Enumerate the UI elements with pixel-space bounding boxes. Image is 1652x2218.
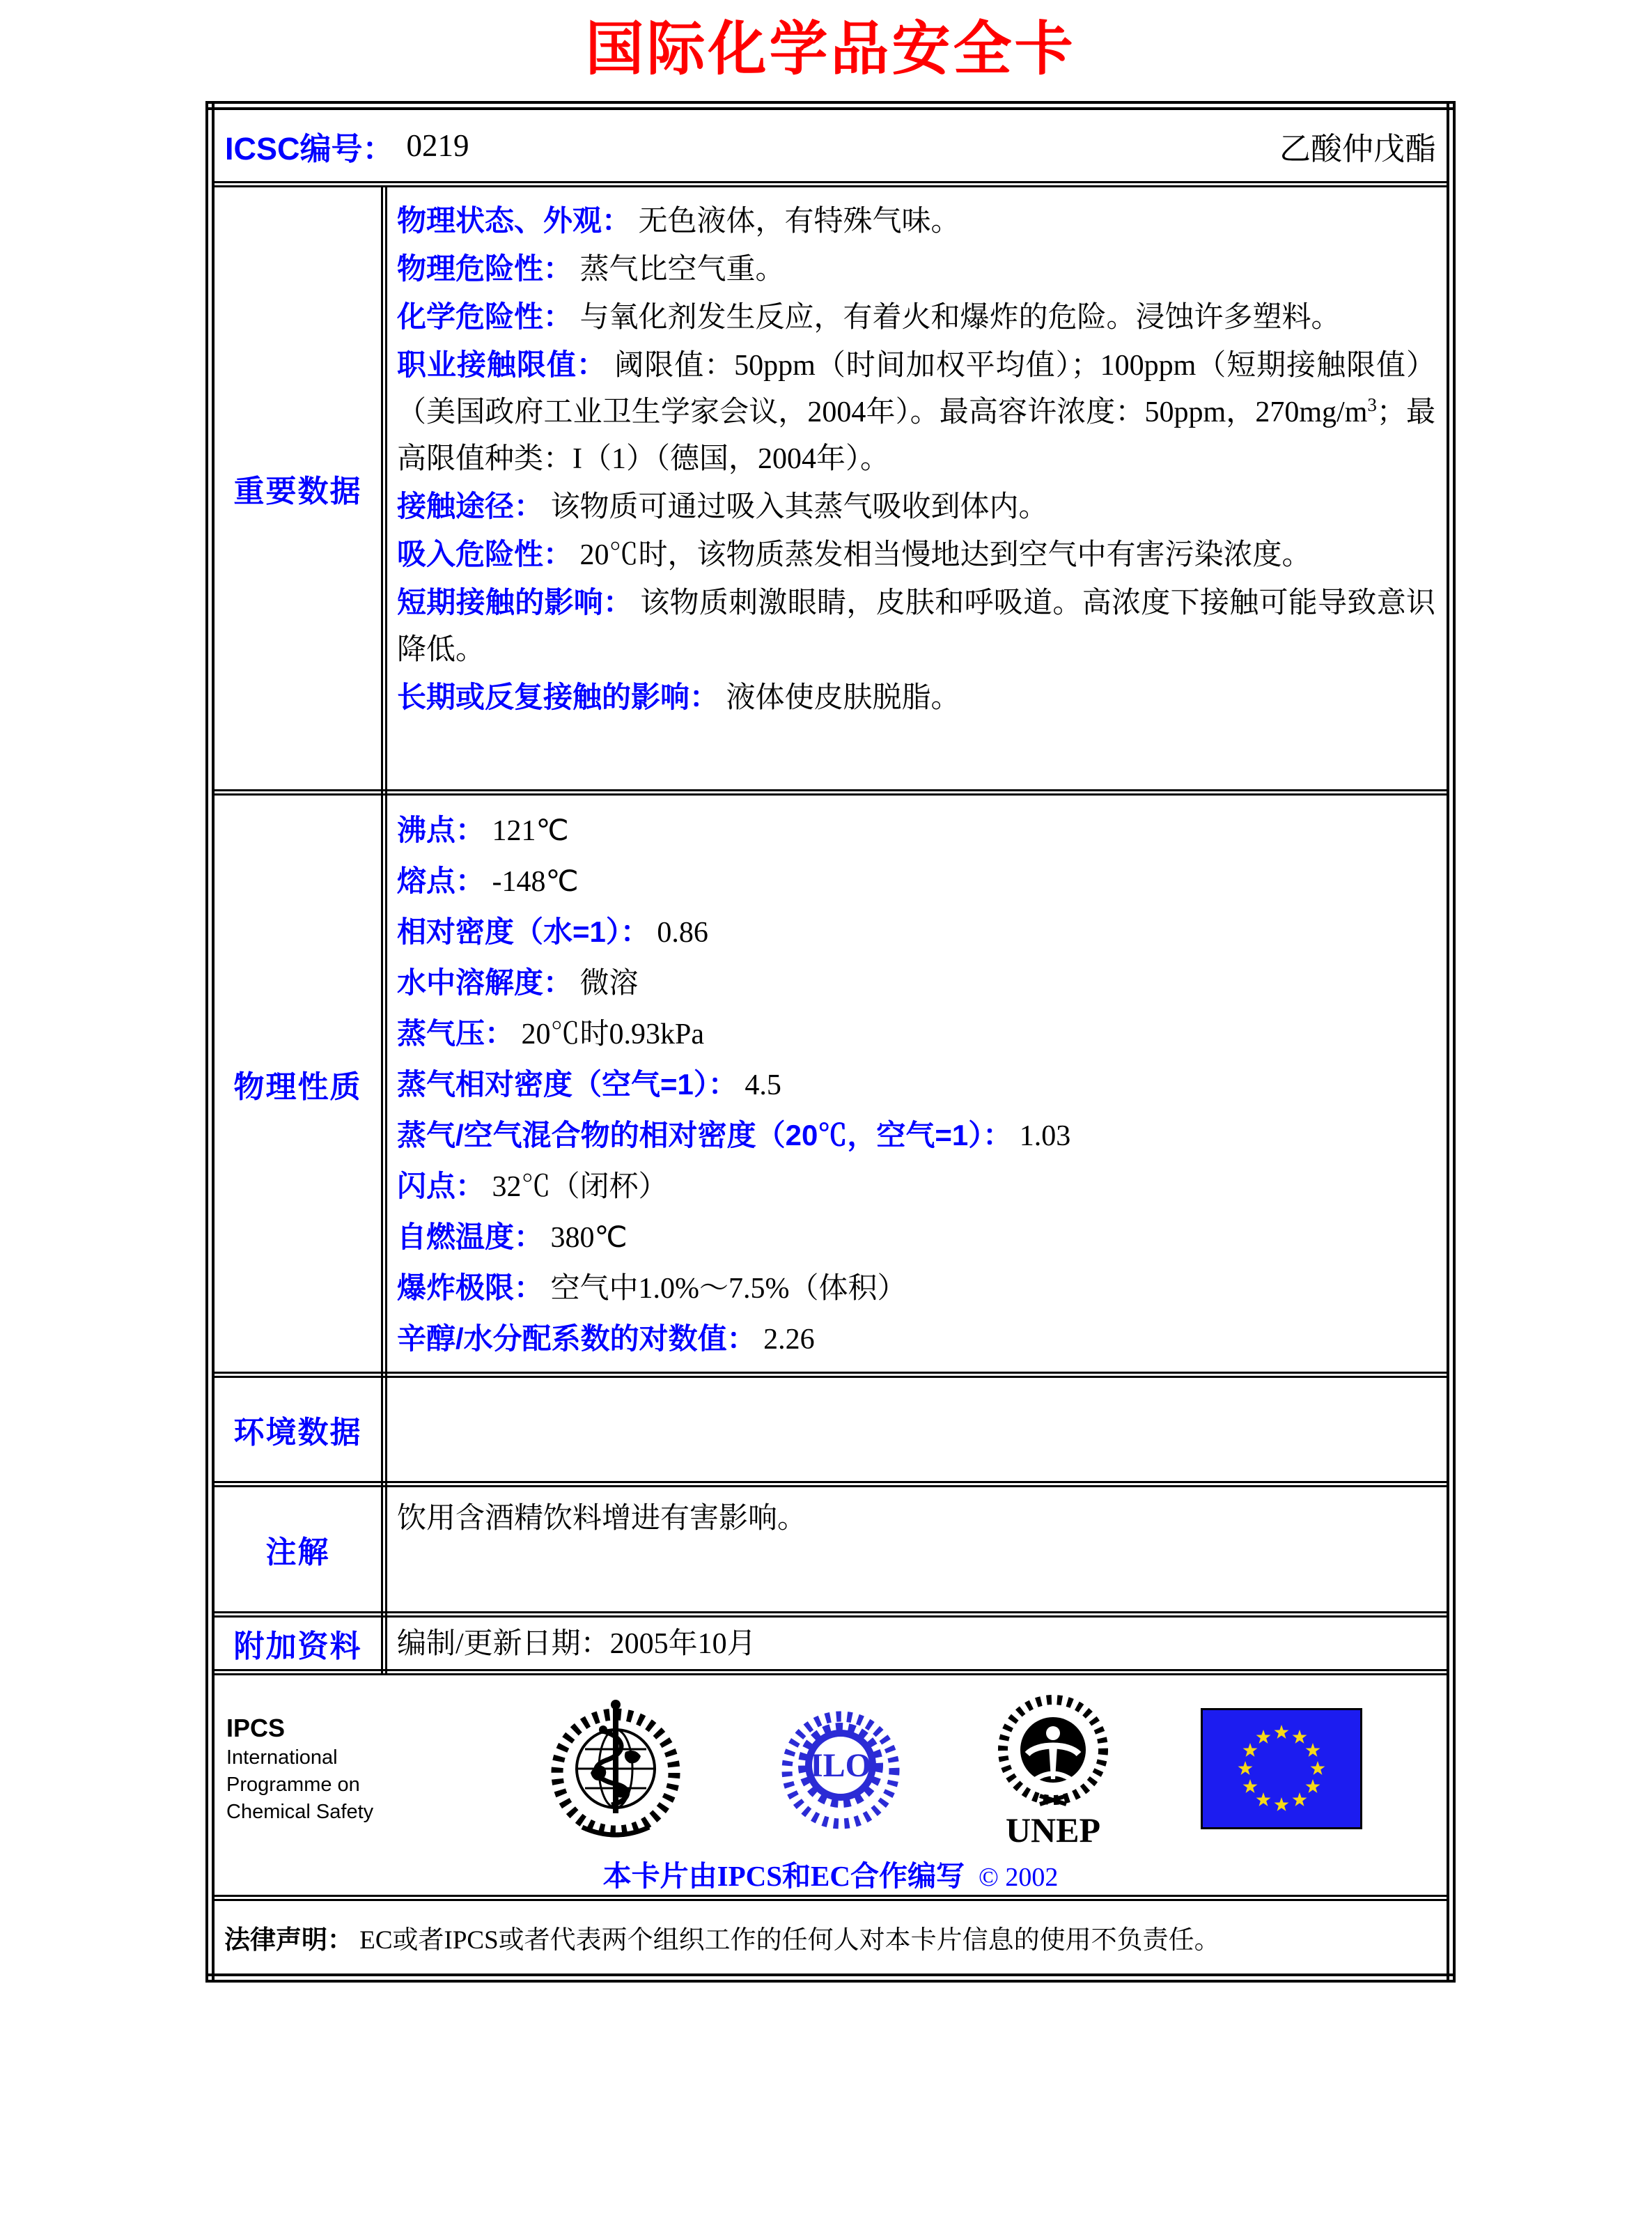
unep-wordmark: UNEP xyxy=(1005,1810,1100,1849)
field-label: 短期接触的影响： xyxy=(397,586,633,619)
field-short-term-effects xyxy=(397,579,1435,674)
important-data-content xyxy=(384,185,1451,793)
field-value: 阈限值：50ppm（时间加权平均值）；100ppm（短期接触限值）（美国政府工业卫生学家会议，2004年）。最高容许浓度：50ppm，270mg/m xyxy=(397,350,1436,428)
icsc-number-value: 0219 xyxy=(406,128,469,163)
prop-label: 闪点： xyxy=(397,1170,485,1202)
prop-value: 2.26 xyxy=(763,1324,815,1356)
legal-text: EC或者IPCS或者代表两个组织工作的任何人对本卡片信息的使用不负责任。 xyxy=(359,1926,1220,1955)
prop-water-solubility xyxy=(397,958,1435,1009)
ipcs-text-block xyxy=(226,1712,456,1826)
field-value: 该物质可通过吸入其蒸气吸收到体内。 xyxy=(550,491,1048,523)
prop-label: 自燃温度： xyxy=(397,1220,544,1253)
prop-value: -148℃ xyxy=(492,866,579,898)
notes-content: 饮用含酒精饮料增进有害影响。 xyxy=(384,1484,1451,1615)
prop-octanol-water-partition xyxy=(397,1314,1435,1365)
logos-row xyxy=(210,1673,1451,1898)
field-physical-danger xyxy=(397,245,1435,293)
ipcs-acronym: IPCS xyxy=(226,1713,286,1742)
field-long-term-effects xyxy=(397,674,1435,722)
field-value: 液体使皮肤脱脂。 xyxy=(726,682,960,714)
icsc-card-table xyxy=(205,101,1456,1983)
prop-label: 蒸气压： xyxy=(397,1017,515,1050)
prop-flash-point xyxy=(397,1161,1435,1212)
field-label: 化学危险性： xyxy=(397,300,573,333)
ipcs-line-1: International xyxy=(226,1746,338,1769)
logos-strip xyxy=(215,1676,1446,1852)
field-value: ；最高限值种类：I（1）（德国，2004年）。 xyxy=(397,396,1435,475)
prop-label: 爆炸极限： xyxy=(397,1271,544,1304)
prop-vapor-relative-density xyxy=(397,1060,1435,1110)
prop-value: 1.03 xyxy=(1019,1120,1071,1152)
copyright-text: © 2002 xyxy=(979,1863,1059,1892)
prop-label: 沸点： xyxy=(397,814,485,846)
row-label-important-data: 重要数据 xyxy=(210,185,384,793)
prop-value: 微溶 xyxy=(579,968,639,1000)
ipcs-line-2: Programme on xyxy=(226,1773,360,1796)
prop-value: 32℃（闭杯） xyxy=(492,1171,668,1203)
prop-value: 空气中1.0%～7.5%（体积） xyxy=(550,1273,907,1305)
field-label: 物理危险性： xyxy=(397,252,573,285)
field-label: 职业接触限值： xyxy=(397,348,607,381)
prop-vapor-air-mixture-density xyxy=(397,1110,1435,1161)
prop-value: 380℃ xyxy=(550,1222,628,1254)
field-label: 物理状态、外观： xyxy=(397,204,632,237)
prop-melting-point xyxy=(397,856,1435,907)
field-value: 该物质刺激眼睛，皮肤和呼吸道。高浓度下接触可能导致意识降低。 xyxy=(397,587,1435,666)
ipcs-line-3: Chemical Safety xyxy=(226,1800,374,1823)
field-exposure-routes xyxy=(397,483,1435,531)
field-physical-state xyxy=(397,197,1435,245)
additional-info-content: 编制/更新日期：2005年10月 xyxy=(384,1615,1451,1673)
prop-value: 20℃时0.93kPa xyxy=(521,1018,705,1050)
substance-name: 乙酸仲戊酯 xyxy=(1279,131,1436,166)
superscript-3: 3 xyxy=(1367,394,1377,415)
cooperation-caption xyxy=(215,1853,1446,1894)
prop-label: 水中溶解度： xyxy=(397,966,573,999)
field-label: 接触途径： xyxy=(397,490,544,522)
row-label-physical-properties: 物理性质 xyxy=(210,793,384,1375)
prop-value: 0.86 xyxy=(657,917,708,949)
page-title: 国际化学品安全卡 xyxy=(585,17,1076,82)
field-value: 与氧化剂发生反应，有着火和爆炸的危险。浸蚀许多塑料。 xyxy=(579,302,1341,334)
prop-boiling-point xyxy=(397,805,1435,856)
legal-label: 法律声明： xyxy=(224,1925,353,1954)
prop-label: 熔点： xyxy=(397,864,485,897)
prop-label: 辛醇/水分配系数的对数值： xyxy=(397,1322,756,1355)
prop-relative-density xyxy=(397,907,1435,958)
prop-value: 4.5 xyxy=(745,1069,781,1101)
field-chemical-danger xyxy=(397,293,1435,341)
field-inhalation-risk xyxy=(397,531,1435,579)
physical-properties-row xyxy=(210,793,1451,1375)
field-value: 20℃时，该物质蒸发相当慢地达到空气中有害污染浓度。 xyxy=(579,539,1311,571)
field-value: 无色液体，有特殊气味。 xyxy=(638,205,960,238)
field-label: 吸入危险性： xyxy=(397,538,573,571)
who-logo-icon xyxy=(542,1695,689,1843)
prop-value: 121℃ xyxy=(492,815,569,847)
caption-text: 本卡片由IPCS和EC合作编写 xyxy=(602,1860,965,1892)
field-occupational-exposure-limits xyxy=(397,341,1435,483)
row-label-notes: 注解 xyxy=(210,1484,384,1615)
svg-text:ILO: ILO xyxy=(809,1747,871,1784)
prop-label: 蒸气相对密度（空气=1）： xyxy=(397,1068,738,1101)
prop-label: 相对密度（水=1）： xyxy=(397,915,650,948)
header-row xyxy=(210,106,1451,185)
legal-row xyxy=(210,1898,1451,1978)
additional-info-row xyxy=(210,1615,1451,1673)
row-label-environmental-data: 环境数据 xyxy=(210,1375,384,1484)
row-label-additional-info: 附加资料 xyxy=(210,1615,384,1673)
field-value: 蒸气比空气重。 xyxy=(579,254,785,286)
environmental-data-content xyxy=(384,1375,1451,1484)
important-data-row xyxy=(210,185,1451,793)
prop-explosive-limits xyxy=(397,1263,1435,1314)
environmental-data-row xyxy=(210,1375,1451,1484)
prop-autoignition-temperature xyxy=(397,1212,1435,1263)
field-label: 长期或反复接触的影响： xyxy=(397,681,719,713)
ilo-logo-icon xyxy=(776,1704,905,1833)
eu-flag-icon xyxy=(1201,1708,1362,1829)
physical-properties-content xyxy=(384,793,1451,1375)
prop-vapor-pressure xyxy=(397,1009,1435,1060)
unep-logo-icon xyxy=(991,1686,1115,1852)
icsc-number-label: ICSC编号： xyxy=(225,130,394,166)
notes-row xyxy=(210,1484,1451,1615)
prop-label: 蒸气/空气混合物的相对密度（20℃，空气=1）： xyxy=(397,1119,1013,1151)
